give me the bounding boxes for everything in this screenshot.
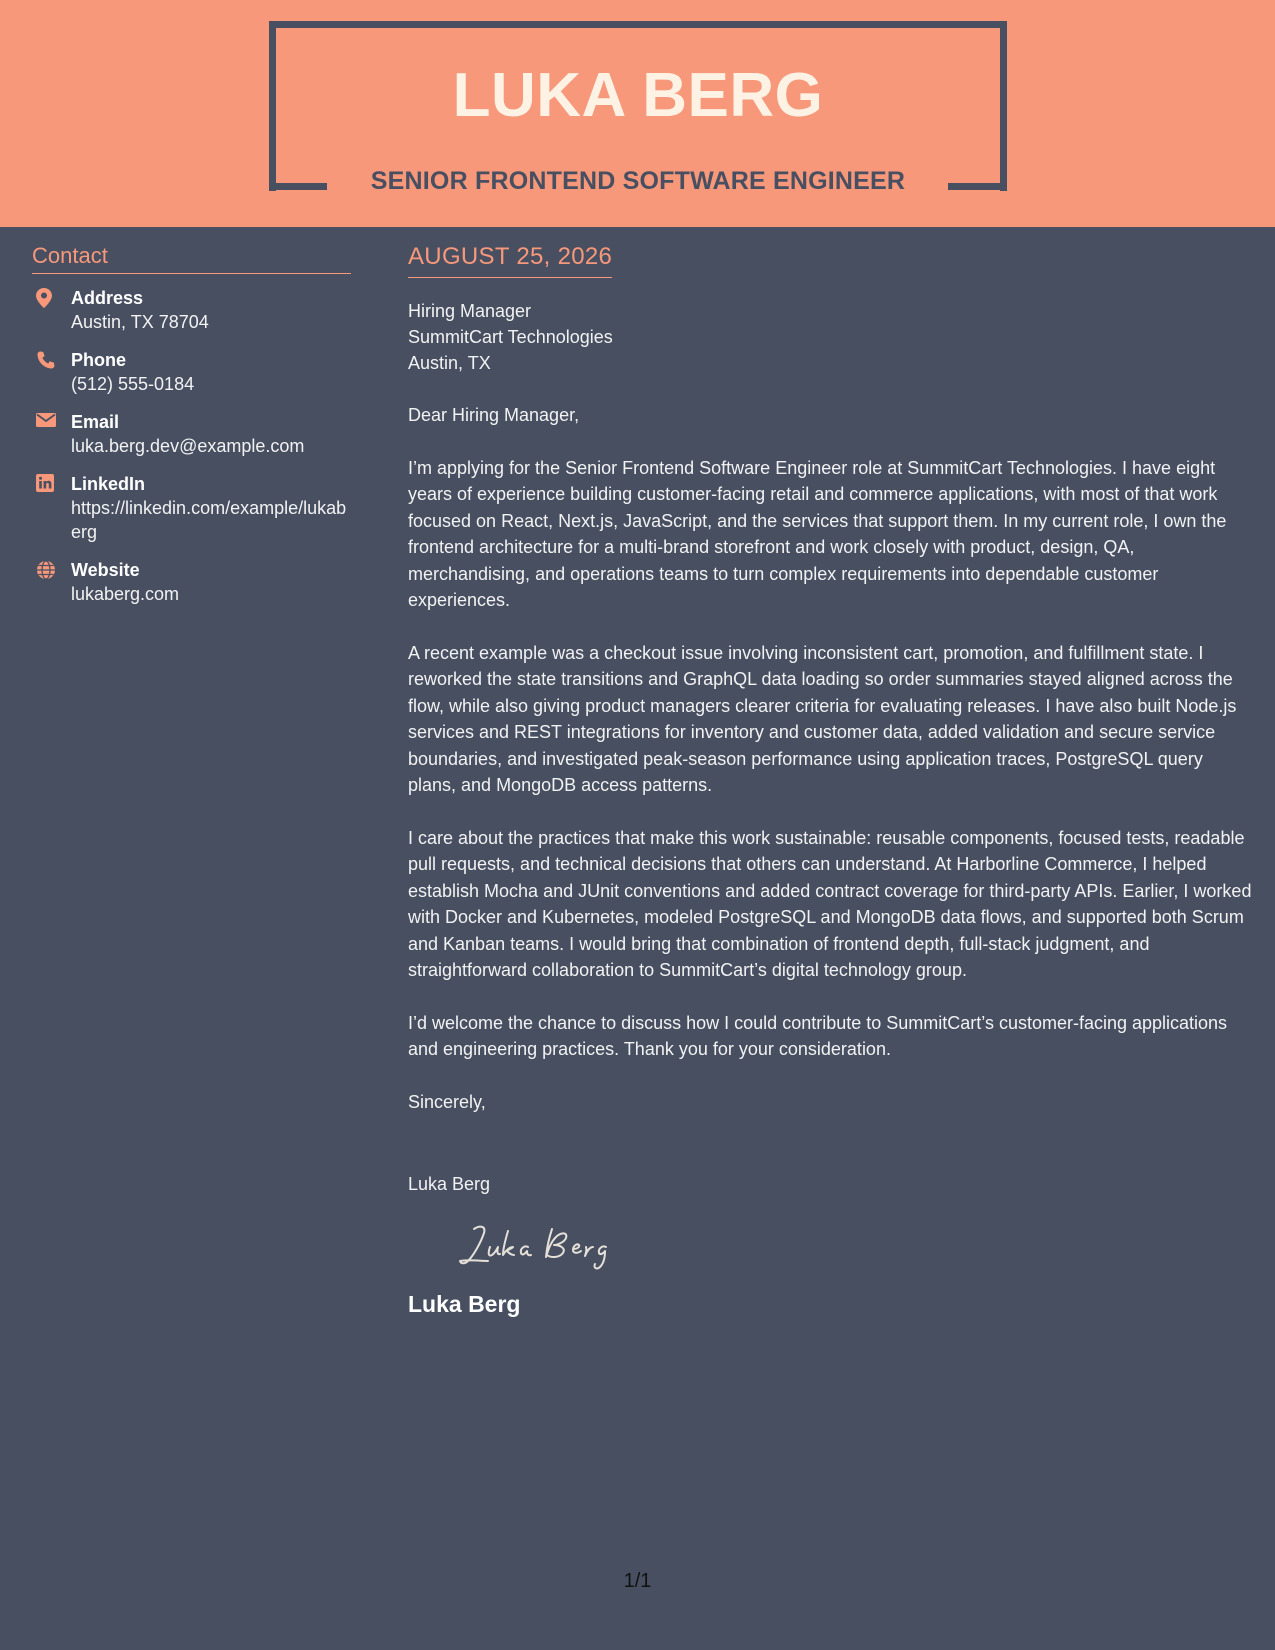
contact-value: https://linkedin.com/example/lukaberg xyxy=(71,498,347,542)
contact-label: Email xyxy=(71,412,120,432)
contact-value: lukaberg.com xyxy=(71,584,180,604)
contact-item-phone xyxy=(32,348,351,396)
contact-heading: Contact xyxy=(32,243,351,274)
contact-value: (512) 555-0184 xyxy=(71,374,195,394)
recipient-block xyxy=(408,298,1253,376)
contact-label: LinkedIn xyxy=(71,474,146,494)
paragraph: I care about the practices that make this work sustainable: reusable components, focused tests, readable pull requests, and technical decisions that others can understand. At Harborline Commerce, I helped establish Mocha and JUnit conventions and added contract coverage for third-party APIs. Earlier, I worked with Docker and Kubernetes, modeled PostgreSQL and MongoDB data flows, and supported both Scrum and Kanban teams. I would bring that combination of frontend depth, full-stack judgment, and straightforward collaboration to SummitCart’s digital technology group. xyxy=(408,827,1252,980)
contact-label: Website xyxy=(71,560,140,580)
contact-sidebar xyxy=(32,243,351,620)
linkedin-icon xyxy=(32,472,71,544)
location-pin-icon xyxy=(32,286,71,334)
closing: Sincerely, xyxy=(408,1091,486,1112)
phone-icon xyxy=(32,348,71,396)
page-number: 1/1 xyxy=(623,1570,652,1592)
contact-value: luka.berg.dev@example.com xyxy=(71,436,305,456)
contact-list xyxy=(32,286,351,606)
contact-item-website xyxy=(32,558,351,606)
recipient-line: SummitCart Technologies xyxy=(408,327,613,347)
paragraph: A recent example was a checkout issue involving inconsistent cart, promotion, and fulfillment state. I reworked the state transitions and GraphQL data loading so order summaries stayed aligned across the flow, while also giving product managers clearer criteria for evaluating releases. I have also built Node.js services and REST integrations for inventory and customer data, added validation and secure service boundaries, and investigated peak-season performance using application traces, PostgreSQL query plans, and MongoDB access patterns. xyxy=(408,642,1237,795)
header-banner xyxy=(0,0,1275,227)
envelope-icon xyxy=(32,410,71,458)
letter-body xyxy=(408,243,1253,1318)
contact-item-email xyxy=(32,410,351,458)
letter-date: AUGUST 25, 2026 xyxy=(408,243,612,278)
recipient-line: Austin, TX xyxy=(408,353,491,373)
globe-icon xyxy=(32,558,71,606)
paragraph: I’d welcome the chance to discuss how I could contribute to SummitCart’s customer-facing applications and engineering practices. Thank you for your consideration. xyxy=(408,1012,1228,1059)
signed-name: Luka Berg xyxy=(408,1290,521,1317)
job-title: SENIOR FRONTEND SOFTWARE ENGINEER xyxy=(370,167,906,195)
handwritten-signature xyxy=(456,1217,636,1273)
typed-name: Luka Berg xyxy=(408,1173,491,1194)
salutation: Dear Hiring Manager, xyxy=(408,405,580,425)
contact-item-address xyxy=(32,286,351,334)
contact-value: Austin, TX 78704 xyxy=(71,312,209,332)
contact-label: Address xyxy=(71,288,144,308)
candidate-name: LUKA BERG xyxy=(452,61,824,130)
letter-text xyxy=(408,402,1253,1063)
contact-item-linkedin xyxy=(32,472,351,544)
recipient-line: Hiring Manager xyxy=(408,301,532,321)
contact-label: Phone xyxy=(71,350,127,370)
paragraph: I’m applying for the Senior Frontend Software Engineer role at SummitCart Technologies. I have eight years of experience building customer-facing retail and commerce applications, with most of that work focused on React, Next.js, JavaScript, and the services that support them. In my current role, I own the frontend architecture for a multi-brand storefront and work closely with product, design, QA, merchandising, and operations teams to turn complex requirements into dependable customer experiences. xyxy=(408,457,1227,610)
